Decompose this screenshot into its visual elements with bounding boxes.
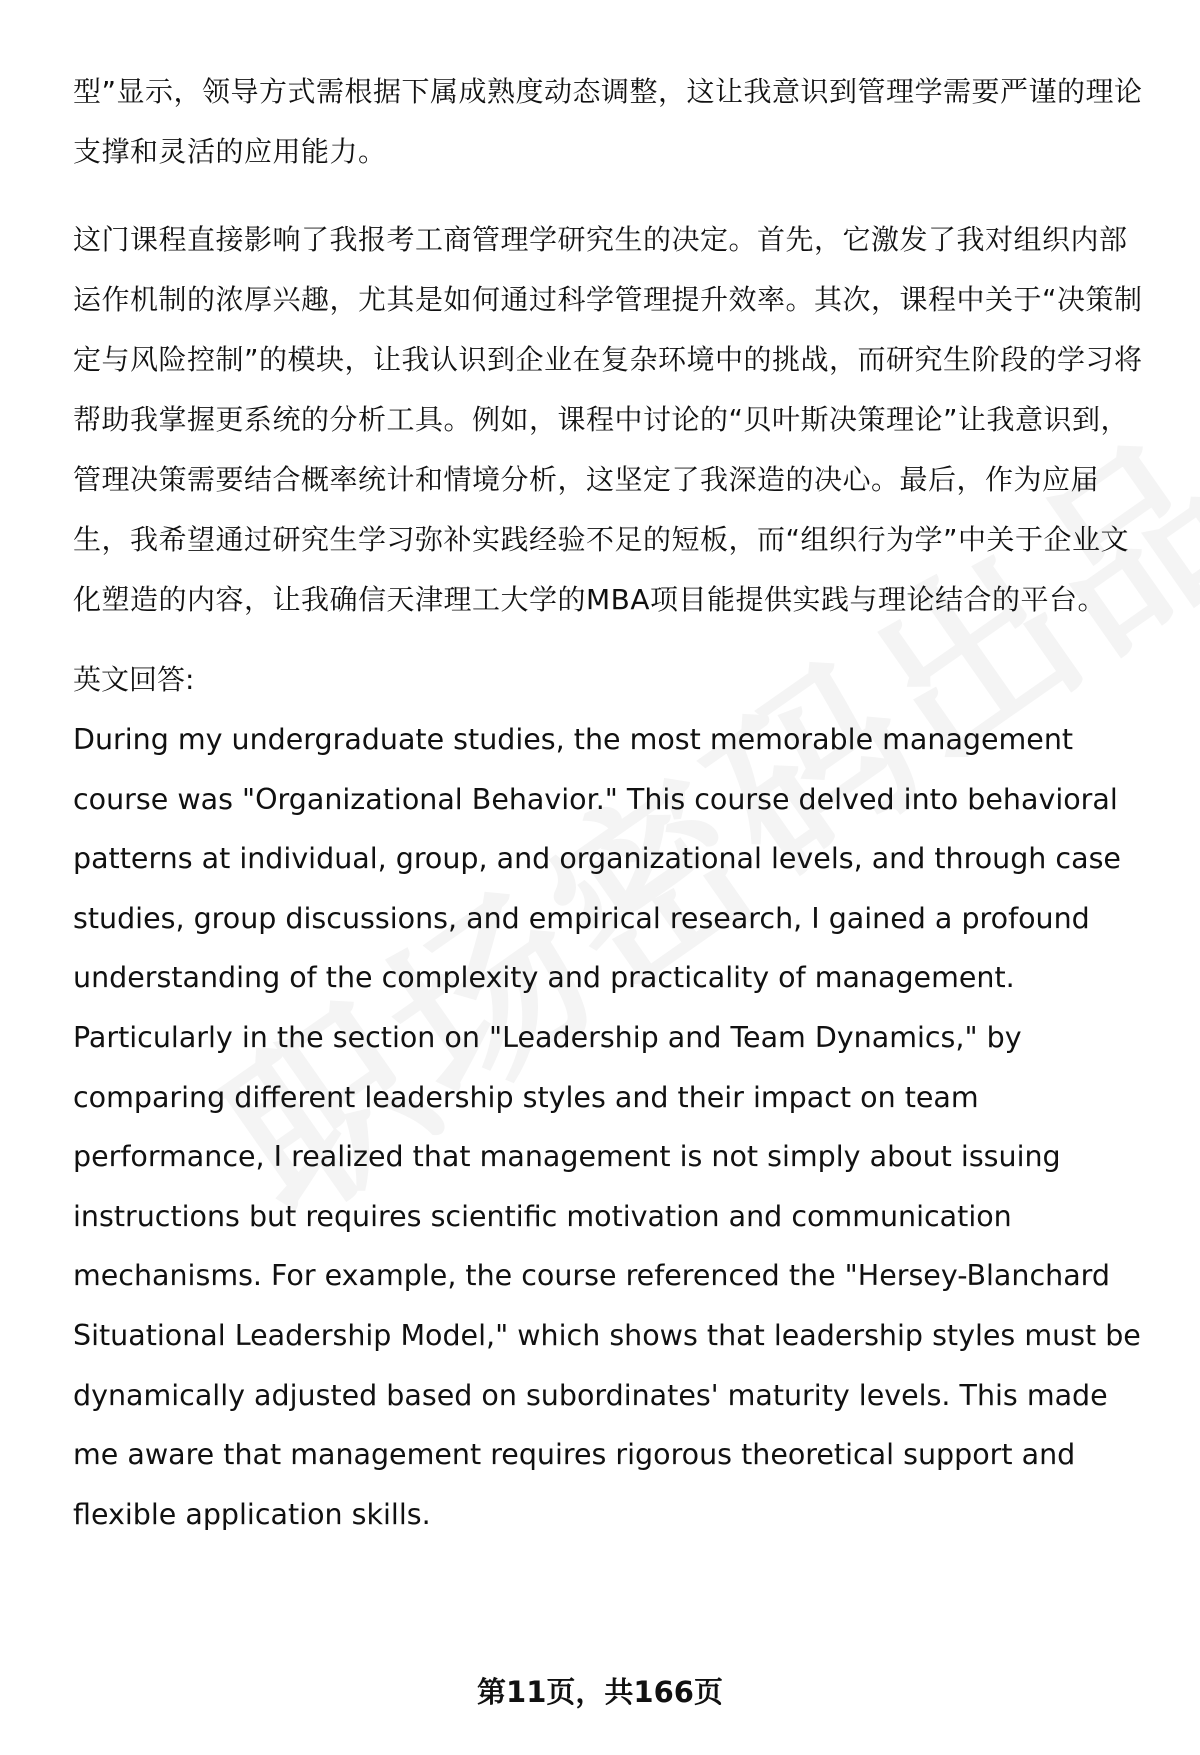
english-answer-heading: 英文回答: (73, 663, 195, 696)
page-indicator: 第11页，共166页 (477, 1675, 723, 1709)
paragraph-cn-2: 这门课程直接影响了我报考工商管理学研究生的决定。首先，它激发了我对组织内部运作机制的浓厚兴趣，尤其是如何通过科学管理提升效率。其次，课程中关于“决策制定与风险控制”的模块，让我认识到企业在复杂环境中的挑战，而研究生阶段的学习将帮助我掌握更系统的分析工具。例如，课程中讨论的“贝叶斯决策理论”让我意识到，管理决策需要结合概率统计和情境分析，这坚定了我深造的决心。最后，作为应届生，我希望通过研究生学习弥补实践经验不足的短板，而“组织行为学”中关于企业文化塑造的内容，让我确信天津理工大学的MBA项目能提供实践与理论结合的平台。 (73, 223, 1143, 616)
english-answer-paragraph: During my undergraduate studies, the most memorable management course was "Organizational Behavior." This course delved into behavioral patterns at individual, group, and organizational levels, and through case studies, group discussions, and empirical research, I gained a profound understanding of the complexity and practicality of management. Particularly in the section on "Leadership and Team Dynamics," by comparing different leadership styles and their impact on team performance, I realized that management is not simply about issuing instructions but requires scientific motivation and communication mechanisms. For example, the course referenced the "Hersey-Blanchard Situational Leadership Model," which shows that leadership styles must be dynamically adjusted based on subordinates' maturity levels. This made me aware that management requires rigorous theoretical support and flexible application skills. (73, 723, 1141, 1531)
document-body (73, 62, 1153, 1544)
paragraph-cn-1: 型”显示，领导方式需根据下属成熟度动态调整，这让我意识到管理学需要严谨的理论支撑和灵活的应用能力。 (73, 75, 1143, 168)
